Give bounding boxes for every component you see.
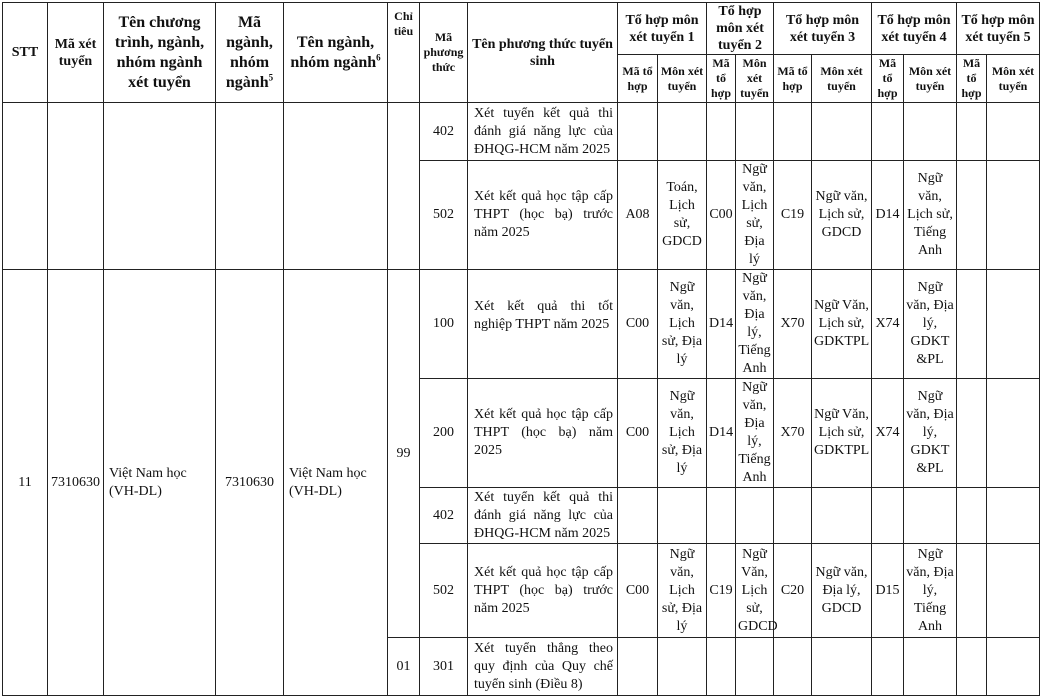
- cell-mon-xet-tuyen: [658, 488, 707, 544]
- cell-ma-to-hop: [872, 103, 904, 161]
- header-to-hop-1: Tổ hợp môn xét tuyển 1: [618, 3, 707, 55]
- header-to-hop-3: Tổ hợp môn xét tuyển 3: [774, 3, 872, 55]
- cell-ma-nganh: 7310630: [216, 270, 284, 696]
- cell-ma-xet-tuyen: [48, 103, 104, 270]
- cell-mon-xet-tuyen: [987, 544, 1040, 638]
- cell-ma-to-hop: [618, 103, 658, 161]
- cell-ma-to-hop: [774, 638, 812, 696]
- cell-chi-tieu: 01: [388, 638, 420, 696]
- cell-ma-nganh: [216, 103, 284, 270]
- cell-ma-to-hop: C19: [707, 544, 736, 638]
- cell-ma-phuong-thuc: 100: [420, 270, 468, 379]
- cell-ma-to-hop: [707, 638, 736, 696]
- cell-mon-xet-tuyen: [904, 488, 957, 544]
- header-ten-chuong-trinh: Tên chương trình, ngành, nhóm ngành xét tuyển: [104, 3, 216, 103]
- cell-ma-to-hop: A08: [618, 161, 658, 270]
- header-ma-to-hop-1: Mã tổ hợp: [618, 55, 658, 103]
- cell-stt: 11: [3, 270, 48, 696]
- cell-ten-phuong-thuc: Xét tuyển thẳng theo quy định của Quy chế tuyển sinh (Điều 8): [468, 638, 618, 696]
- footnote-6: 6: [376, 52, 381, 63]
- header-ma-xet-tuyen: Mã xét tuyển: [48, 3, 104, 103]
- cell-mon-xet-tuyen: Ngữ văn, Lịch sử, GDCD: [812, 161, 872, 270]
- cell-ten-phuong-thuc: Xét tuyển kết quả thi đánh giá năng lực của ĐHQG-HCM năm 2025: [468, 103, 618, 161]
- cell-mon-xet-tuyen: Ngữ Văn, Lịch sử, GDKTPL: [812, 379, 872, 488]
- cell-mon-xet-tuyen: Ngữ văn, Lịch sử, Địa lý: [736, 161, 774, 270]
- cell-ma-to-hop: [957, 270, 987, 379]
- cell-ma-to-hop: D14: [707, 379, 736, 488]
- cell-mon-xet-tuyen: [812, 488, 872, 544]
- header-ten-phuong-thuc: Tên phương thức tuyển sinh: [468, 3, 618, 103]
- cell-ma-to-hop: X70: [774, 270, 812, 379]
- cell-ma-phuong-thuc: 402: [420, 103, 468, 161]
- cell-ma-to-hop: X74: [872, 270, 904, 379]
- cell-mon-xet-tuyen: Ngữ Văn, Lịch sử, GDCD: [736, 544, 774, 638]
- cell-mon-xet-tuyen: [658, 638, 707, 696]
- cell-ma-to-hop: [957, 488, 987, 544]
- cell-ma-phuong-thuc: 301: [420, 638, 468, 696]
- cell-mon-xet-tuyen: [736, 638, 774, 696]
- cell-mon-xet-tuyen: [987, 161, 1040, 270]
- cell-mon-xet-tuyen: Ngữ văn, Địa lý, Tiếng Anh: [904, 544, 957, 638]
- header-chi-tieu: Chỉ tiêu: [388, 3, 420, 103]
- cell-mon-xet-tuyen: Ngữ văn, Địa lý, GDCD: [812, 544, 872, 638]
- cell-mon-xet-tuyen: [904, 103, 957, 161]
- cell-ma-to-hop: X70: [774, 379, 812, 488]
- header-ma-to-hop-4: Mã tổ hợp: [872, 55, 904, 103]
- cell-ten-phuong-thuc: Xét kết quả thi tốt nghiệp THPT năm 2025: [468, 270, 618, 379]
- cell-ma-to-hop: C00: [618, 270, 658, 379]
- cell-ma-to-hop: [957, 638, 987, 696]
- header-mon-xet-tuyen-1: Môn xét tuyển: [658, 55, 707, 103]
- cell-ma-to-hop: C00: [618, 379, 658, 488]
- cell-mon-xet-tuyen: Ngữ văn, Lịch sử, Địa lý: [658, 379, 707, 488]
- cell-ma-to-hop: [957, 161, 987, 270]
- table-row: [3, 270, 1040, 379]
- cell-ten-nganh: [284, 103, 388, 270]
- cell-chi-tieu: [388, 103, 420, 270]
- cell-ma-to-hop: [618, 488, 658, 544]
- cell-ten-phuong-thuc: Xét kết quả học tập cấp THPT (học bạ) trước năm 2025: [468, 544, 618, 638]
- cell-ma-to-hop: C00: [618, 544, 658, 638]
- cell-mon-xet-tuyen: [736, 488, 774, 544]
- cell-ten-phuong-thuc: Xét tuyển kết quả thi đánh giá năng lực của ĐHQG-HCM năm 2025: [468, 488, 618, 544]
- cell-mon-xet-tuyen: [987, 488, 1040, 544]
- cell-ma-xet-tuyen: 7310630: [48, 270, 104, 696]
- header-ma-to-hop-3: Mã tổ hợp: [774, 55, 812, 103]
- cell-ma-phuong-thuc: 502: [420, 161, 468, 270]
- cell-mon-xet-tuyen: [812, 103, 872, 161]
- cell-ten-chuong-trinh: [104, 103, 216, 270]
- cell-ten-phuong-thuc: Xét kết quả học tập cấp THPT (học bạ) trước năm 2025: [468, 161, 618, 270]
- cell-ma-phuong-thuc: 502: [420, 544, 468, 638]
- header-ma-nganh: [216, 3, 284, 103]
- header-ten-nganh-text: Tên ngành, nhóm ngành: [290, 33, 377, 71]
- header-to-hop-2: Tổ hợp môn xét tuyển 2: [707, 3, 774, 55]
- cell-ma-to-hop: [707, 103, 736, 161]
- cell-mon-xet-tuyen: [987, 638, 1040, 696]
- cell-mon-xet-tuyen: [987, 379, 1040, 488]
- cell-ma-to-hop: D14: [707, 270, 736, 379]
- cell-ten-chuong-trinh: Việt Nam học (VH-DL): [104, 270, 216, 696]
- footnote-5: 5: [268, 72, 274, 83]
- cell-mon-xet-tuyen: Ngữ văn, Địa lý, Tiếng Anh: [736, 270, 774, 379]
- admission-table: [2, 2, 1040, 696]
- cell-ma-to-hop: [618, 638, 658, 696]
- header-ten-nganh: [284, 3, 388, 103]
- header-stt: STT: [3, 3, 48, 103]
- table-row: [3, 103, 1040, 161]
- cell-ma-to-hop: [707, 488, 736, 544]
- cell-ten-phuong-thuc: Xét kết quả học tập cấp THPT (học bạ) năm 2025: [468, 379, 618, 488]
- cell-mon-xet-tuyen: [658, 103, 707, 161]
- header-ma-nganh-text: Mã ngành, nhóm ngành: [225, 13, 273, 91]
- header-ma-to-hop-5: Mã tổ hợp: [957, 55, 987, 103]
- cell-mon-xet-tuyen: [736, 103, 774, 161]
- cell-ma-to-hop: C00: [707, 161, 736, 270]
- header-to-hop-4: Tổ hợp môn xét tuyển 4: [872, 3, 957, 55]
- header-ma-to-hop-2: Mã tổ hợp: [707, 55, 736, 103]
- cell-ma-to-hop: D15: [872, 544, 904, 638]
- cell-ma-to-hop: D14: [872, 161, 904, 270]
- header-mon-xet-tuyen-4: Môn xét tuyển: [904, 55, 957, 103]
- cell-mon-xet-tuyen: [987, 103, 1040, 161]
- cell-mon-xet-tuyen: Toán, Lịch sử, GDCD: [658, 161, 707, 270]
- cell-mon-xet-tuyen: Ngữ văn, Lịch sử, Tiếng Anh: [904, 161, 957, 270]
- cell-ma-to-hop: C20: [774, 544, 812, 638]
- header-mon-xet-tuyen-5: Môn xét tuyển: [987, 55, 1040, 103]
- cell-ten-nganh: Việt Nam học (VH-DL): [284, 270, 388, 696]
- header-mon-xet-tuyen-3: Môn xét tuyển: [812, 55, 872, 103]
- cell-mon-xet-tuyen: [812, 638, 872, 696]
- cell-chi-tieu: 99: [388, 270, 420, 638]
- cell-ma-phuong-thuc: 402: [420, 488, 468, 544]
- cell-mon-xet-tuyen: [904, 638, 957, 696]
- cell-ma-to-hop: [872, 638, 904, 696]
- cell-ma-to-hop: [957, 544, 987, 638]
- header-to-hop-5: Tổ hợp môn xét tuyển 5: [957, 3, 1040, 55]
- cell-mon-xet-tuyen: Ngữ văn, Lịch sử, Địa lý: [658, 270, 707, 379]
- cell-ma-phuong-thuc: 200: [420, 379, 468, 488]
- cell-ma-to-hop: [774, 103, 812, 161]
- cell-mon-xet-tuyen: Ngữ văn, Địa lý, Tiếng Anh: [736, 379, 774, 488]
- cell-mon-xet-tuyen: Ngữ Văn, Lịch sử, GDKTPL: [812, 270, 872, 379]
- cell-stt: [3, 103, 48, 270]
- header-ma-phuong-thuc: Mã phương thức: [420, 3, 468, 103]
- cell-ma-to-hop: [872, 488, 904, 544]
- header-mon-xet-tuyen-2: Môn xét tuyển: [736, 55, 774, 103]
- cell-ma-to-hop: [957, 379, 987, 488]
- cell-mon-xet-tuyen: Ngữ văn, Lịch sử, Địa lý: [658, 544, 707, 638]
- cell-mon-xet-tuyen: Ngữ văn, Địa lý, GDKT &PL: [904, 379, 957, 488]
- cell-mon-xet-tuyen: Ngữ văn, Địa lý, GDKT &PL: [904, 270, 957, 379]
- cell-ma-to-hop: [957, 103, 987, 161]
- cell-ma-to-hop: X74: [872, 379, 904, 488]
- cell-ma-to-hop: C19: [774, 161, 812, 270]
- cell-mon-xet-tuyen: [987, 270, 1040, 379]
- cell-ma-to-hop: [774, 488, 812, 544]
